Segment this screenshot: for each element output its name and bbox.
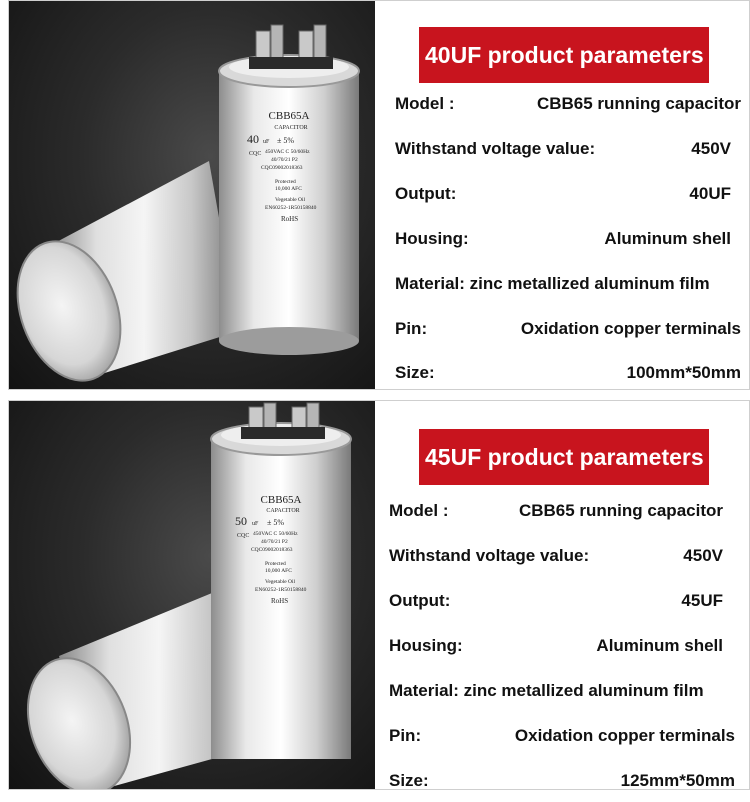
param-value: 40UF	[689, 184, 731, 203]
param-row-model	[395, 94, 741, 120]
param-value: CBB65 running capacitor	[518, 501, 723, 520]
param-label: Pin:	[389, 726, 422, 745]
param-value: Oxidation copper terminals	[514, 726, 735, 745]
standing-capacitor	[219, 25, 359, 355]
cap-cert-text: CQC09002018363	[261, 165, 303, 171]
cap-protected-text: Protected	[275, 179, 296, 185]
parameters-panel	[377, 401, 749, 789]
param-row-material	[389, 681, 741, 707]
cap-tolerance-text: ± 5%	[267, 518, 285, 527]
param-label: Withstand voltage value:	[389, 546, 590, 565]
param-value: 100mm*50mm	[626, 363, 741, 382]
cap-tolerance-text: ± 5%	[277, 136, 295, 145]
cap-std-text: EN60252-1R50158840	[265, 205, 317, 211]
param-row-pin	[395, 319, 741, 345]
capacitor-illustration	[9, 401, 375, 789]
cap-afc-text: 10,000 AFC	[275, 186, 302, 192]
cap-type-text: CAPACITOR	[266, 508, 300, 514]
cap-rating-text: 450VAC C 50/60Hz	[253, 531, 298, 537]
param-value: 125mm*50mm	[620, 771, 735, 790]
param-row-output	[389, 591, 741, 617]
param-value: CBB65 running capacitor	[536, 94, 741, 113]
param-label: Output:	[389, 591, 451, 610]
cap-cqc-text: CQC	[249, 151, 262, 157]
cap-class-text: 40/70/21 P2	[261, 539, 288, 545]
param-label: Withstand voltage value:	[395, 139, 596, 158]
param-value: 450V	[683, 546, 723, 565]
cap-oil-text: Vegetable Oil	[275, 197, 306, 203]
param-label: Size:	[389, 771, 429, 790]
param-label: Model :	[395, 94, 455, 113]
param-row-pin	[389, 726, 741, 752]
cap-capacitance-text: 40	[247, 132, 259, 146]
param-value: Aluminum shell	[604, 229, 731, 248]
param-row-size	[389, 771, 741, 790]
param-row-voltage	[389, 546, 741, 572]
cap-capacitance-text: 50	[235, 514, 247, 528]
cap-rohs-text: RoHS	[271, 597, 289, 605]
param-row-housing	[395, 229, 741, 255]
param-label: Material: zinc metallized aluminum film	[389, 681, 704, 700]
cap-model-text: CBB65A	[260, 494, 302, 506]
cap-oil-text: Vegetable Oil	[265, 579, 296, 585]
cap-rating-text: 450VAC C 50/60Hz	[265, 149, 310, 155]
cap-type-text: CAPACITOR	[274, 125, 308, 131]
product-panel-45uf	[8, 400, 750, 790]
param-row-size	[395, 363, 741, 389]
cap-protected-text: Protected	[265, 561, 286, 567]
capacitor-illustration	[9, 1, 375, 389]
param-label: Housing:	[395, 229, 469, 248]
param-value: 45UF	[681, 591, 723, 610]
param-row-housing	[389, 636, 741, 662]
cap-unit-text: uF	[263, 139, 270, 145]
cap-cert-text: CQC09002018363	[251, 547, 293, 553]
cap-unit-text: uF	[252, 521, 259, 527]
param-value: 450V	[691, 139, 731, 158]
cap-std-text: EN60252-1R50158840	[255, 587, 307, 593]
cap-model-text: CBB65A	[268, 110, 310, 122]
param-row-model	[389, 501, 741, 527]
param-row-voltage	[395, 139, 741, 165]
cap-cqc-text: CQC	[237, 533, 250, 539]
capacitor-photo	[9, 401, 375, 789]
capacitor-photo	[9, 1, 375, 389]
param-row-material	[395, 274, 741, 300]
param-label: Output:	[395, 184, 457, 203]
param-value: Aluminum shell	[596, 636, 723, 655]
product-panel-40uf	[8, 0, 750, 390]
param-label: Material: zinc metallized aluminum film	[395, 274, 710, 293]
parameters-title-badge: 45UF product parameters	[419, 429, 709, 485]
param-label: Size:	[395, 363, 435, 382]
parameters-title-badge: 40UF product parameters	[419, 27, 709, 83]
param-label: Pin:	[395, 319, 428, 338]
param-label: Housing:	[389, 636, 463, 655]
cap-afc-text: 10,000 AFC	[265, 568, 292, 574]
lying-capacitor	[9, 161, 239, 389]
param-label: Model :	[389, 501, 449, 520]
param-row-output	[395, 184, 741, 210]
cap-rohs-text: RoHS	[281, 215, 299, 223]
standing-capacitor	[211, 403, 351, 759]
parameters-panel	[377, 1, 749, 389]
param-value: Oxidation copper terminals	[520, 319, 741, 338]
cap-class-text: 40/70/21 P2	[271, 157, 298, 163]
